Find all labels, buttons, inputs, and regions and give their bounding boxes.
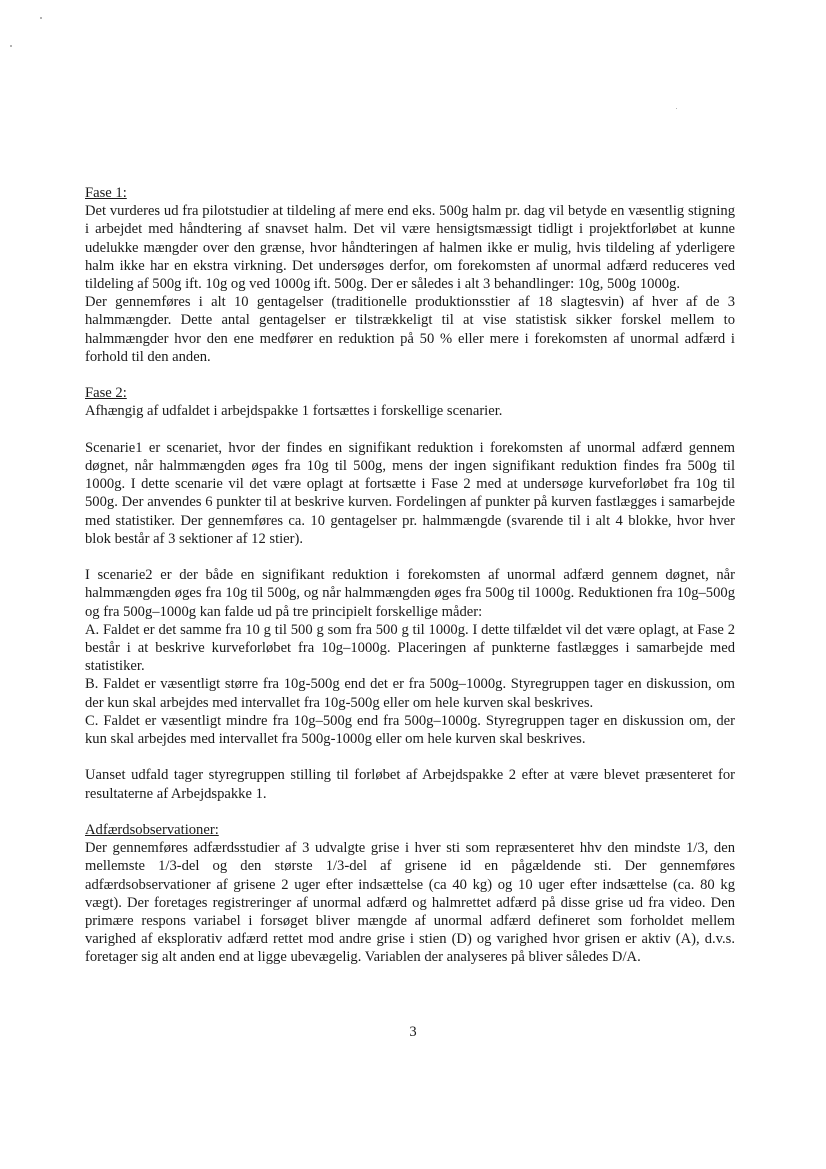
fase2-intro: Afhængig af udfaldet i arbejdspakke 1 fortsættes i forskellige scenarier. bbox=[85, 403, 503, 420]
fase2-conclusion: Uanset udfald tager styregruppen stilling til forløbet af Arbejdspakke 2 efter at være blevet præsenteret for resultaterne af Arbejdspakke 1. bbox=[85, 767, 735, 802]
document-body bbox=[85, 184, 735, 967]
scenario2-paragraph: I scenarie2 er der både en signifikant reduktion i forekomsten af unormal adfærd gennem døgnet, når halmmængden øges fra 10g til 500g, og når halmmængden øges fra 500g til 1000g. Reduktionen fra 10g–500g og fra 500g–1000g kan falde ud på tre principielt forskellige måder: bbox=[85, 567, 735, 620]
scenario2-option-a: A. Faldet er det samme fra 10 g til 500 g som fra 500 g til 1000g. I dette tilfældet vil det være oplagt, at Fase 2 består i at beskrive kurveforløbet fra 10g–1000g. Placeringen af punkterne fastlægges i samarbejde med statistiker. bbox=[85, 621, 735, 675]
adfaerd-paragraph: Der gennemføres adfærdsstudier af 3 udvalgte grise i hver sti som repræsenteret hhv den mindste 1/3, den mellemste 1/3-del og den største 1/3-del af grisene id en pågældende sti. Der gennemføres adfærdsobservationer af grisene 2 uger efter indsættelse (ca 40 kg) og 10 uger efter indsættelse (ca. 80 kg vægt). Der foretages registreringer af unormal adfærd og halmrettet adfærd på disse grise ud fra video. Den primære respons variabel i forsøget bliver mængde af unormal adfærd defineret som forholdet mellem varighed af eksplorativ adfærd rettet mod andre grise i stien (D) og varighed hvor grisen er aktiv (A), d.v.s. foretager sig alt anden end at ligge ubevægelig. Variablen der analyseres på bliver således D/A. bbox=[85, 840, 735, 966]
fase1-paragraph-1: Det vurderes ud fra pilotstudier at tildeling af mere end eks. 500g halm pr. dag vil betyde en væsentlig stigning i arbejdet med håndtering af snavset halm. Det vil være hensigtsmæssigt tidligt i projektforløbet at kunne udelukke mængder over den grænse, hvor håndteringen af halmen ikke er mulig, hvis tildeling af yderligere halm ikke har en ekstra virkning. Det undersøges derfor, om forekomsten af unormal adfærd reduceres ved tildeling af 500g ift. 10g og ved 1000g ift. 500g. Der er således i alt 3 behandlinger: 10g, 500g 1000g. bbox=[85, 203, 735, 293]
page-number: 3 bbox=[409, 1024, 417, 1040]
scenario1-paragraph: Scenarie1 er scenariet, hvor der findes en signifikant reduktion i forekomsten af unormal adfærd gennem døgnet, når halmmængden øges fra 10g til 500g, mens der ingen signifikant reduktion findes fra 500g til 1000g. I dette scenarie vil det være oplagt at fortsætte i Fase 2 med at undersøge kurveforløbet fra 10g til 500g. Der anvendes 6 punkter til at beskrive kurven. Fordelingen af punkter på kurven fastlægges i samarbejde med statistiker. Der gennemføres ca. 10 gentagelser pr. halmmængde (svarende til i alt 4 blokke, hvor hver blok består af 3 sektioner af 12 stier). bbox=[85, 439, 735, 547]
fase1-paragraph-2: Der gennemføres i alt 10 gentagelser (traditionelle produktionsstier af 18 slagtesvin) af hver af de 3 halmmængder. Dette antal gentagelser er tilstrækkeligt til at vise statistisk sikker forskel mellem to halmmængder hvor den ene medfører en reduktion på 50 % eller mere i forekomsten af unormal adfærd i forhold til den anden. bbox=[85, 294, 735, 365]
adfaerd-heading: Adfærdsobservationer: bbox=[85, 822, 219, 839]
fase1-heading: Fase 1: bbox=[85, 185, 127, 201]
scenario2-option-b: B. Faldet er væsentligt større fra 10g-500g end det er fra 500g–1000g. Styregruppen tager en diskussion, om der kun skal arbejdes med intervallet fra 10g-500g eller om hele kurven skal beskrives. bbox=[85, 676, 735, 711]
scenario2-option-c: C. Faldet er væsentligt mindre fra 10g–500g end fra 500g–1000g. Styregruppen tager en diskussion om, der kun skal arbejdes med intervallet fra 500g-1000g eller om hele kurven skal beskrives. bbox=[85, 712, 735, 748]
fase2-heading: Fase 2: bbox=[85, 385, 127, 402]
